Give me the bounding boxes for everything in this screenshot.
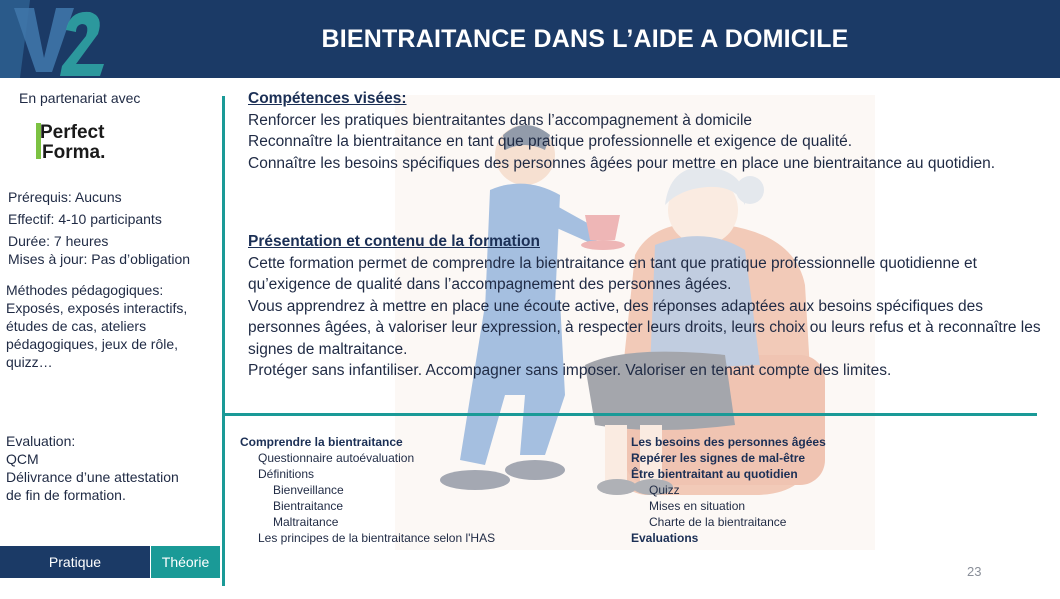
competences-section bbox=[248, 88, 1043, 174]
programme-item: Comprendre la bientraitance bbox=[240, 435, 403, 449]
tab-pratique[interactable]: Pratique bbox=[0, 546, 150, 578]
methods-line: études de cas, ateliers bbox=[6, 318, 147, 334]
methods-line: Méthodes pédagogiques: bbox=[6, 282, 164, 298]
programme-item: Quizz bbox=[649, 483, 680, 497]
programme-right-list bbox=[631, 434, 826, 546]
partner-label: En partenariat avec bbox=[19, 90, 141, 106]
methods-line: Exposés, exposés interactifs, bbox=[6, 300, 188, 316]
evaluation-block bbox=[6, 432, 179, 504]
programme-item: Mises en situation bbox=[649, 499, 746, 513]
horizontal-divider bbox=[225, 413, 1037, 416]
programme-item: Bientraitance bbox=[273, 499, 344, 513]
evaluation-line: Evaluation: bbox=[6, 433, 76, 449]
programme-left-list bbox=[240, 434, 495, 546]
programme-item: Questionnaire autoévaluation bbox=[258, 451, 415, 465]
competence-item: Renforcer les pratiques bientraitantes dans l’accompagnement à domicile bbox=[248, 111, 753, 129]
competences-heading: Compétences visées: bbox=[248, 90, 407, 107]
evaluation-line: Délivrance d’une attestation bbox=[6, 469, 179, 485]
vertical-divider bbox=[222, 96, 225, 586]
evaluation-line: de fin de formation. bbox=[6, 487, 126, 503]
v2-logo-icon bbox=[0, 0, 110, 78]
duration-text: Durée: 7 heures bbox=[8, 233, 109, 249]
programme-item: Être bientraitant au quotidien bbox=[631, 467, 798, 481]
page-number: 23 bbox=[967, 564, 982, 579]
updates-text: Mises à jour: Pas d’obligation bbox=[8, 251, 191, 267]
competence-item: Connaître les besoins spécifiques des personnes âgées pour mettre en place une bientraitance au quotidien. bbox=[248, 154, 996, 172]
competence-item: Reconnaître la bientraitance en tant que pratique professionnelle et exigence de qualité. bbox=[248, 133, 853, 150]
presentation-paragraph: Cette formation permet de comprendre la bientraitance en tant que pratique professionnelle quotidienne et qu’exigence de qualité dans l’accompagnement des personnes âgées. bbox=[248, 254, 977, 293]
svg-text:Forma.: Forma. bbox=[42, 142, 106, 163]
methods-line: pédagogiques, jeux de rôle, bbox=[6, 336, 179, 352]
methods-block bbox=[6, 281, 187, 371]
presentation-section bbox=[248, 231, 1043, 382]
programme-item: Maltraitance bbox=[273, 515, 339, 529]
programme-item: Bienveillance bbox=[273, 483, 344, 497]
evaluation-line: QCM bbox=[6, 451, 39, 467]
tab-theorie[interactable]: Théorie bbox=[150, 546, 220, 578]
programme-item: Charte de la bientraitance bbox=[649, 515, 787, 529]
presentation-paragraph: Protéger sans infantiliser. Accompagner sans imposer. Valoriser en tenant compte des limites. bbox=[248, 362, 892, 379]
perfect-forma-logo bbox=[36, 121, 138, 163]
page-title: BIENTRAITANCE DANS L’AIDE A DOMICILE bbox=[321, 24, 849, 53]
methods-line: quizz… bbox=[6, 354, 53, 370]
header-bar bbox=[0, 0, 1060, 78]
programme-item: Repérer les signes de mal-être bbox=[631, 451, 806, 465]
programme-item: Les besoins des personnes âgées bbox=[631, 435, 826, 449]
svg-text:Perfect: Perfect bbox=[40, 122, 105, 143]
programme-item: Définitions bbox=[258, 467, 315, 481]
prerequisites-text: Prérequis: Aucuns bbox=[8, 189, 122, 205]
presentation-paragraph: Vous apprendrez à mettre en place une écoute active, des réponses adaptées aux besoins spécifiques des personnes âgées, à valoriser leur expression, à respecter leurs droits, leurs choix ou leurs refus et à reconnaître les signes de maltraitance. bbox=[248, 297, 1041, 358]
programme-item: Les principes de la bientraitance selon l'HAS bbox=[258, 531, 496, 545]
presentation-heading: Présentation et contenu de la formation bbox=[248, 233, 540, 250]
headcount-text: Effectif: 4-10 participants bbox=[8, 211, 162, 227]
mode-tabs bbox=[0, 546, 220, 578]
programme-item: Evaluations bbox=[631, 531, 699, 545]
